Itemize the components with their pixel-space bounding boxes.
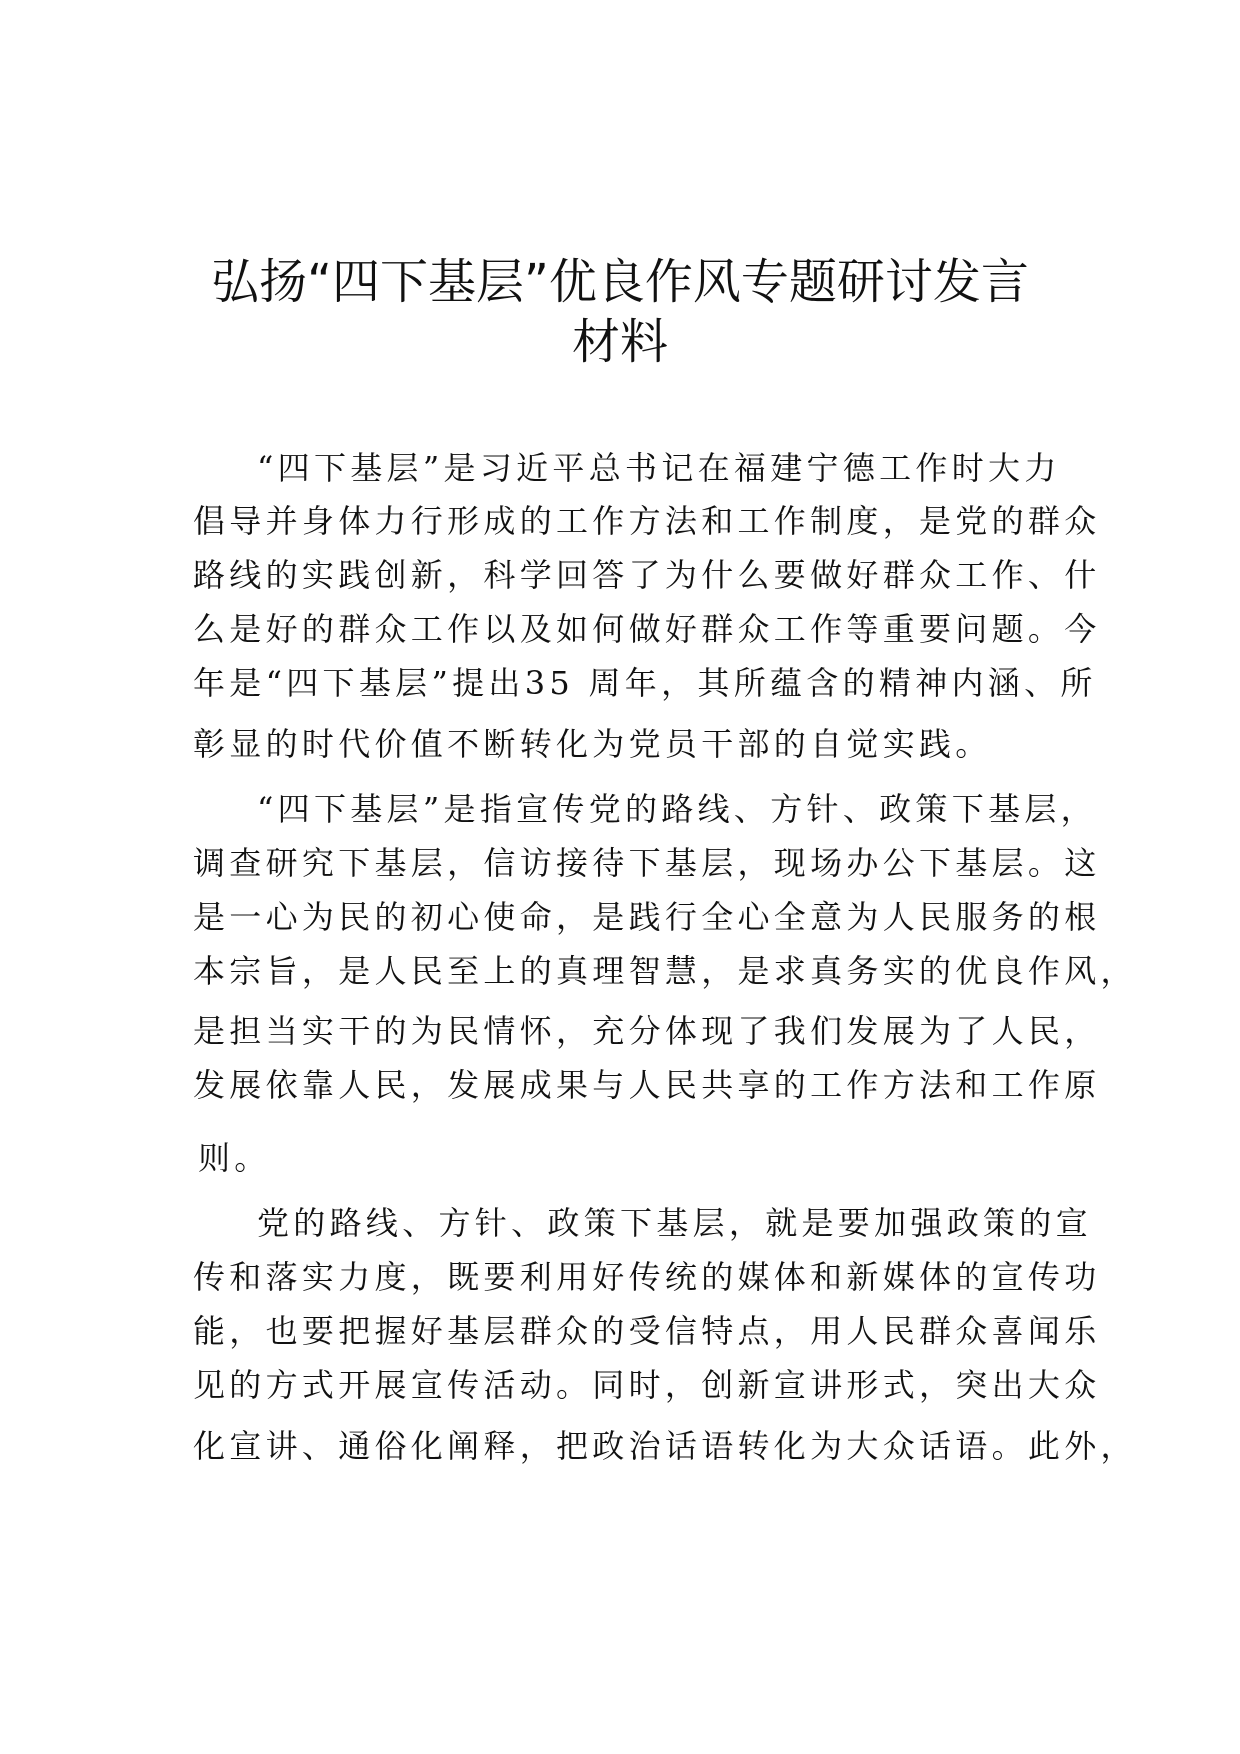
paragraph-2-line-6: 发展依靠人民，发展成果与人民共享的工作方法和工作原 (193, 1066, 1101, 1104)
paragraph-1-line-5: 年是“四下基层”提出35 周年，其所蕴含的精神内涵、所 (193, 664, 1097, 702)
paragraph-1-line-4: 么是好的群众工作以及如何做好群众工作等重要问题。今 (193, 610, 1101, 648)
paragraph-2-line-3: 是一心为民的初心使命，是践行全心全意为人民服务的根 (193, 898, 1101, 936)
paragraph-1-line-1: “四下基层”是习近平总书记在福建宁德工作时大力 (257, 449, 1061, 487)
paragraph-1-line-2: 倡导并身体力行形成的工作方法和工作制度，是党的群众 (193, 502, 1101, 540)
paragraph-1-line-3: 路线的实践创新，科学回答了为什么要做好群众工作、什 (193, 556, 1101, 594)
paragraph-3-line-4: 见的方式开展宣传活动。同时，创新宣讲形式，突出大众 (193, 1366, 1101, 1404)
paragraph-2-line-2: 调查研究下基层，信访接待下基层，现场办公下基层。这 (193, 844, 1101, 882)
title-line-2: 材料 (571, 314, 668, 370)
paragraph-2-line-1: “四下基层”是指宣传党的路线、方针、政策下基层， (257, 790, 1097, 828)
paragraph-2-line-5: 是担当实干的为民情怀，充分体现了我们发展为了人民， (193, 1012, 1101, 1050)
title-line-1: 弘扬“四下基层”优良作风专题研讨发言 (211, 254, 1029, 310)
paragraph-3-line-5: 化宣讲、通俗化阐释，把政治话语转化为大众话语。此外， (193, 1427, 1137, 1465)
paragraph-3-line-1: 党的路线、方针、政策下基层，就是要加强政策的宣 (257, 1204, 1092, 1242)
paragraph-2-line-4: 本宗旨，是人民至上的真理智慧，是求真务实的优良作风， (193, 952, 1137, 990)
paragraph-3-line-3: 能，也要把握好基层群众的受信特点，用人民群众喜闻乐 (193, 1312, 1101, 1350)
document-title (120, 252, 1120, 372)
paragraph-3-line-2: 传和落实力度，既要利用好传统的媒体和新媒体的宣传功 (193, 1258, 1101, 1296)
paragraph-2-line-7: 则。 (198, 1139, 271, 1177)
paragraph-1-line-6: 彰显的时代价值不断转化为党员干部的自觉实践。 (193, 725, 992, 763)
